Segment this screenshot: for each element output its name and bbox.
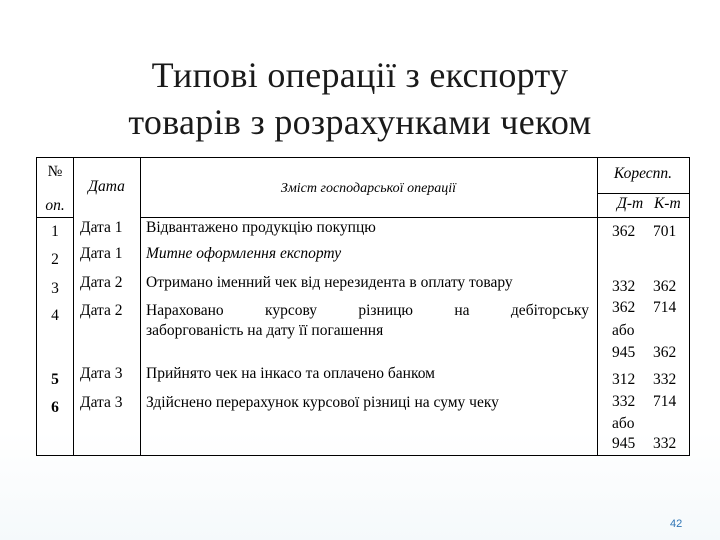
header-number-label: оп.	[45, 197, 65, 214]
row-credit-alt: 332	[653, 435, 677, 452]
column-divider	[73, 158, 74, 455]
row-content: Отримано іменний чек від нерезидента в оплату товару	[146, 274, 513, 291]
content-word: курсову	[265, 302, 317, 319]
row-divider	[37, 217, 73, 218]
row-credit: 362	[653, 278, 677, 295]
row-date: Дата 2	[80, 302, 123, 319]
row-number: 4	[51, 307, 59, 324]
row-debit: 332	[612, 278, 636, 295]
header-content: Зміст господарської операції	[280, 181, 457, 196]
row-content: Відвантажено продукцію покупцю	[146, 219, 376, 236]
row-debit: 312	[612, 371, 636, 388]
header-credit: К-т	[654, 195, 681, 212]
content-word: Нараховано	[146, 302, 224, 319]
row-content: Прийнято чек на інкасо та оплачено банком	[146, 365, 435, 382]
content-word: на	[454, 302, 470, 319]
row-number: 3	[51, 280, 59, 297]
row-credit: 701	[653, 223, 677, 240]
row-debit: 362	[612, 223, 636, 240]
row-date: Дата 1	[80, 219, 123, 236]
row-number: 2	[51, 251, 59, 268]
row-content: Здійснено перерахунок курсової різниці на суму чеку	[146, 394, 499, 411]
row-debit: 362	[612, 299, 636, 316]
header-correspondence: Кореспп.	[613, 165, 673, 182]
column-divider	[597, 158, 598, 455]
slide-title	[0, 52, 720, 146]
row-credit: 332	[653, 371, 677, 388]
row-or-label: або	[612, 322, 635, 339]
row-debit-alt: 945	[612, 344, 636, 361]
row-debit: 332	[612, 393, 636, 410]
row-number: 1	[51, 223, 59, 240]
row-content: Митне оформлення експорту	[146, 245, 342, 262]
row-date: Дата 1	[80, 245, 123, 262]
column-divider	[140, 158, 141, 455]
row-credit: 714	[653, 299, 677, 316]
row-credit-alt: 362	[653, 344, 677, 361]
title-line-2: товарів з розрахунками чеком	[128, 102, 592, 142]
operations-table	[36, 157, 690, 456]
row-date: Дата 3	[80, 365, 123, 382]
title-line-1: Типові операції з експорту	[151, 55, 569, 95]
row-divider	[597, 217, 689, 218]
row-credit: 714	[653, 393, 677, 410]
header-number-symbol: №	[47, 163, 63, 180]
row-date: Дата 3	[80, 394, 123, 411]
row-content-line-2: заборгованість на дату її погашення	[146, 322, 384, 339]
row-date: Дата 2	[80, 274, 123, 291]
page-number: 42	[670, 518, 683, 530]
row-debit-alt: 945	[612, 435, 636, 452]
content-word: різницю	[358, 302, 414, 319]
header-debit: Д-т	[617, 195, 644, 212]
row-number: 6	[51, 399, 59, 416]
row-content-line-1	[146, 301, 589, 321]
header-date: Дата	[88, 178, 125, 195]
row-number: 5	[51, 371, 59, 388]
row-or-label: або	[612, 415, 635, 432]
content-word: дебіторську	[510, 302, 589, 319]
